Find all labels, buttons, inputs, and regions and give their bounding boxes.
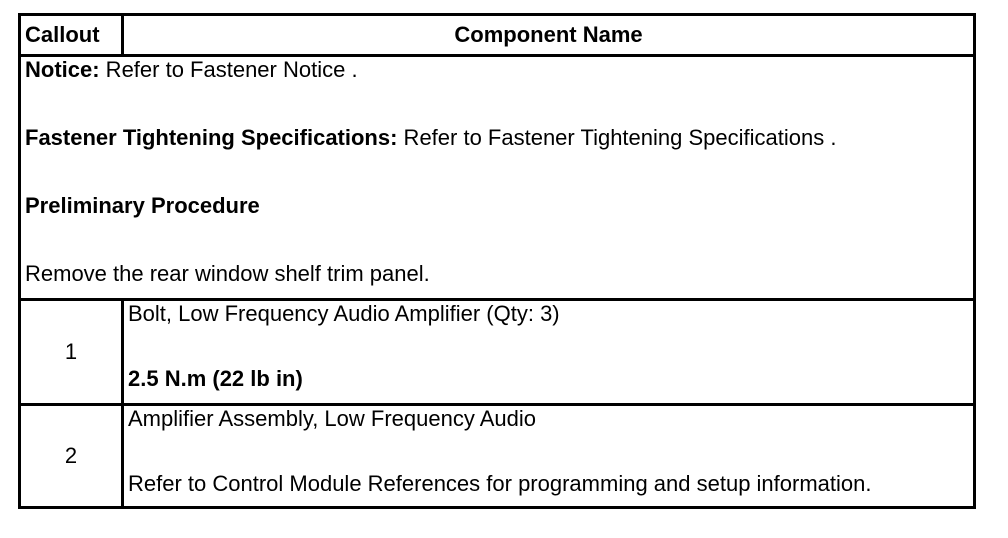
header-row [20, 15, 975, 56]
callout-number: 2 [20, 405, 123, 508]
table-row [20, 300, 975, 405]
notes-cell [20, 56, 975, 300]
notes-row [20, 56, 975, 300]
component-name-header: Component Name [123, 15, 975, 56]
callout-header: Callout [20, 15, 123, 56]
component-cell [123, 405, 975, 508]
component-table [18, 13, 976, 509]
preliminary-heading: Preliminary Procedure [25, 193, 260, 218]
preliminary-text: Remove the rear window shelf trim panel. [25, 261, 430, 286]
component-name: Amplifier Assembly, Low Frequency Audio [128, 406, 536, 431]
notice-line [25, 57, 969, 83]
table-row [20, 405, 975, 508]
callout-number: 1 [20, 300, 123, 405]
component-cell [123, 300, 975, 405]
fastener-line [25, 125, 969, 151]
notice-text: Refer to Fastener Notice . [99, 57, 358, 82]
notice-label: Notice: [25, 57, 100, 82]
component-name: Bolt, Low Frequency Audio Amplifier (Qty: 3) [128, 301, 560, 326]
fastener-label: Fastener Tightening Specifications: [25, 125, 398, 150]
torque-spec: 2.5 N.m (22 lb in) [128, 366, 303, 391]
fastener-text: Refer to Fastener Tightening Specifications . [397, 125, 837, 150]
component-note: Refer to Control Module References for programming and setup information. [128, 471, 872, 496]
